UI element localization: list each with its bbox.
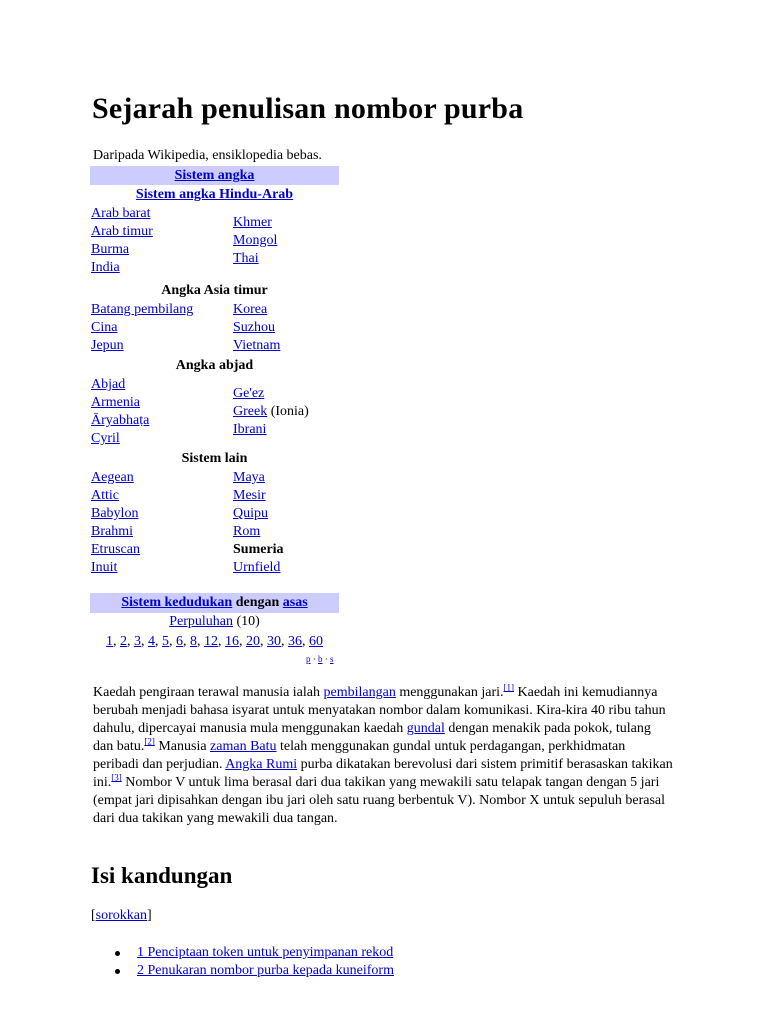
- group-title-alphabetic: Angka abjad: [175, 358, 254, 373]
- link-quipu[interactable]: Quipu: [233, 506, 268, 521]
- text-run: dengan menakik pada pokok, tulang dan batu.: [93, 721, 651, 754]
- page-title: Sejarah penulisan nombor purba: [92, 92, 524, 125]
- base-link[interactable]: 16: [225, 634, 239, 649]
- link-cina[interactable]: Cina: [91, 320, 118, 335]
- base-link[interactable]: 8: [190, 634, 197, 649]
- link-aegean[interactable]: Aegean: [91, 470, 134, 485]
- link-rom[interactable]: Rom: [233, 524, 261, 539]
- decimal-note: (10): [236, 614, 260, 629]
- toc-item: [115, 962, 394, 980]
- text-run: Nombor V untuk lima berasal dari dua takikan yang mewakili satu telapak tangan dengan 5 jari (empat jari dipisahkan dengan ibu jari oleh satu ruang berbentuk V). Nombor X untuk sepuluh berasal dari dua takikan yang mewakili dua tangan.: [93, 775, 666, 826]
- link-zaman-batu[interactable]: zaman Batu: [210, 739, 277, 754]
- greek-note: (Ionia): [270, 404, 309, 419]
- navbox-header-link[interactable]: Sistem angka: [174, 168, 255, 183]
- base-link[interactable]: 2: [120, 634, 127, 649]
- toc-hide-link[interactable]: sorokkan: [95, 908, 147, 923]
- group-alphabetic: [90, 376, 339, 448]
- group-hindu-arabic: [90, 205, 339, 277]
- link-ibrani[interactable]: Ibrani: [233, 422, 267, 437]
- bullet-icon: [115, 951, 120, 956]
- toc-link-1[interactable]: 1 Penciptaan token untuk penyimpanan rekod: [137, 945, 394, 960]
- link-gundal[interactable]: gundal: [406, 721, 445, 736]
- numeral-systems-navbox: [90, 166, 339, 577]
- text-run: telah menggunakan gundal untuk perdagangan, perkhidmatan peribadi dan perjudian.: [93, 739, 626, 772]
- link-armenia[interactable]: Armenia: [91, 395, 140, 410]
- base-link[interactable]: 1: [106, 634, 113, 649]
- link-mesir[interactable]: Mesir: [233, 488, 266, 503]
- base-link[interactable]: 30: [267, 634, 281, 649]
- text-run: menggunakan jari.: [399, 685, 504, 700]
- link-korea[interactable]: Korea: [233, 302, 268, 317]
- toc-item: [115, 944, 394, 962]
- bullet-icon: [115, 969, 120, 974]
- link-pembilangan[interactable]: pembilangan: [323, 685, 396, 700]
- link-attic[interactable]: Attic: [91, 488, 119, 503]
- link-mongol[interactable]: Mongol: [233, 233, 278, 248]
- text-run: Kaedah ini kemudiannya berubah menjadi bahasa isyarat untuk menyatakan nombor dalam komunikasi. Kira-kira 40 ribu tahun dahulu, dipercayai manusia mula menggunakan kaedah: [93, 685, 666, 736]
- base-link[interactable]: 12: [204, 634, 218, 649]
- navbox-subheader: [90, 185, 339, 205]
- base-link[interactable]: 60: [309, 634, 323, 649]
- base-header-text: dengan: [235, 595, 280, 610]
- link-aryabhata[interactable]: Āryabhaṭa: [91, 413, 150, 428]
- ref-2[interactable]: [2]: [144, 736, 155, 747]
- base-link[interactable]: 4: [148, 634, 155, 649]
- hindu-arabic-link[interactable]: Sistem angka Hindu-Arab: [135, 187, 294, 202]
- base-link[interactable]: 5: [162, 634, 169, 649]
- link-urnfield[interactable]: Urnfield: [233, 560, 281, 575]
- base-link[interactable]: 36: [288, 634, 302, 649]
- text-run: purba dikatakan berevolusi dari sistem primitif berasaskan takikan ini.: [93, 757, 673, 790]
- group-title-other: Sistem lain: [181, 451, 248, 466]
- view-link[interactable]: p: [306, 654, 311, 664]
- group-title-east-asian: Angka Asia timur: [161, 283, 268, 298]
- link-etruscan[interactable]: Etruscan: [91, 542, 140, 557]
- site-tagline: Daripada Wikipedia, ensiklopedia bebas.: [93, 148, 322, 163]
- link-burma[interactable]: Burma: [91, 242, 130, 257]
- link-angka-rumi[interactable]: Angka Rumi: [225, 757, 298, 772]
- decimal-row: [90, 614, 339, 630]
- toc-toggle: [sorokkan]: [91, 908, 152, 923]
- link-inuit[interactable]: Inuit: [91, 560, 118, 575]
- link-decimal[interactable]: Perpuluhan: [169, 614, 233, 629]
- link-jepun[interactable]: Jepun: [91, 338, 124, 353]
- bases-row: 1, 2, 3, 4, 5, 6, 8, 12, 16, 20, 30, 36, 60: [106, 634, 323, 649]
- link-positional-systems[interactable]: Sistem kedudukan: [121, 595, 233, 610]
- base-link[interactable]: 20: [246, 634, 260, 649]
- link-suzhou[interactable]: Suzhou: [233, 320, 275, 335]
- group-east-asian: [90, 301, 339, 355]
- toc-link-2[interactable]: 2 Penukaran nombor purba kepada kuneiform: [137, 963, 394, 978]
- navbox-header: [90, 166, 339, 185]
- link-vietnam[interactable]: Vietnam: [233, 338, 281, 353]
- edit-link[interactable]: s: [330, 654, 334, 664]
- ref-1[interactable]: [1]: [503, 682, 515, 693]
- link-base[interactable]: asas: [282, 595, 308, 610]
- link-maya[interactable]: Maya: [233, 470, 265, 485]
- toc-heading: Isi kandungan: [91, 863, 233, 888]
- link-india[interactable]: India: [91, 260, 120, 275]
- link-thai[interactable]: Thai: [233, 251, 259, 266]
- base-link[interactable]: 3: [134, 634, 141, 649]
- ref-3[interactable]: [3]: [111, 772, 122, 783]
- link-cyril[interactable]: Cyril: [91, 431, 120, 446]
- base-link[interactable]: 6: [176, 634, 183, 649]
- link-khmer[interactable]: Khmer: [233, 215, 272, 230]
- sumeria-label: Sumeria: [233, 542, 284, 557]
- view-talk-edit: p · b · s: [306, 654, 334, 664]
- link-brahmi[interactable]: Brahmi: [91, 524, 133, 539]
- toc-list: [115, 944, 394, 980]
- group-other: [90, 469, 339, 577]
- link-abjad[interactable]: Abjad: [91, 377, 126, 392]
- text-run: Kaedah pengiraan terawal manusia ialah: [93, 685, 321, 700]
- link-batang-pembilang[interactable]: Batang pembilang: [91, 302, 194, 317]
- link-arab-timur[interactable]: Arab timur: [91, 224, 153, 239]
- link-babylon[interactable]: Babylon: [91, 506, 139, 521]
- text-run: Manusia: [158, 739, 207, 754]
- link-geez[interactable]: Ge'ez: [233, 386, 265, 401]
- intro-paragraph: [93, 684, 673, 828]
- link-greek[interactable]: Greek: [233, 404, 268, 419]
- link-arab-barat[interactable]: Arab barat: [91, 206, 151, 221]
- talk-link[interactable]: b: [318, 654, 323, 664]
- positional-systems-header: [90, 593, 339, 613]
